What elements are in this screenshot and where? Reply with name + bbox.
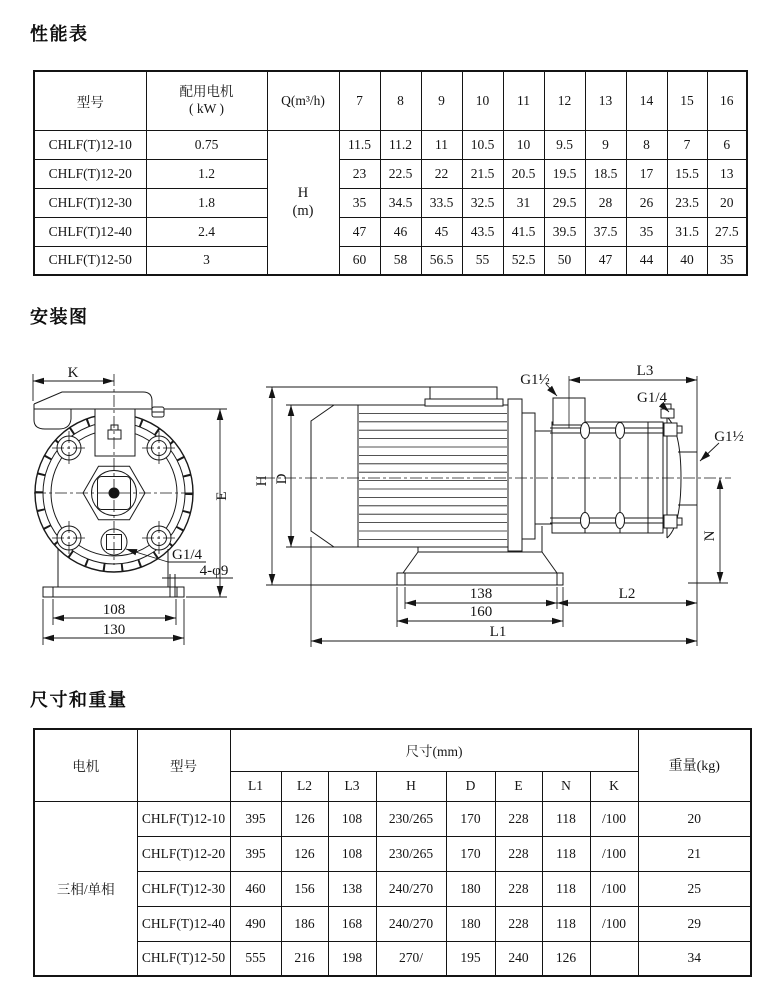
dim-k-label: K	[67, 365, 79, 381]
dim-value: 126	[281, 836, 328, 871]
dim-value: 240/270	[376, 906, 446, 941]
performance-row	[34, 246, 747, 275]
dim-value: 240	[495, 941, 542, 976]
dim-value: 240/270	[376, 871, 446, 906]
dim-value: 230/265	[376, 836, 446, 871]
col-header-size: 尺寸(mm)	[230, 729, 638, 771]
drain-thread-label: G1/4	[172, 547, 202, 563]
dim-value	[590, 941, 638, 976]
head-unit-line1: H	[297, 185, 309, 202]
head-value: 35	[707, 246, 747, 275]
dim-value: 195	[446, 941, 495, 976]
performance-table	[33, 70, 748, 276]
model-cell: CHLF(T)12-10	[137, 801, 230, 836]
size-col-header: L3	[328, 771, 376, 801]
performance-row	[34, 188, 747, 217]
head-value: 31.5	[667, 217, 707, 246]
weight-value: 34	[638, 941, 751, 976]
dim-e-label: E	[214, 491, 230, 501]
head-value: 29.5	[544, 188, 585, 217]
head-value: 47	[585, 246, 626, 275]
dim-value: 126	[542, 941, 590, 976]
dim-value: /100	[590, 801, 638, 836]
head-value: 55	[462, 246, 503, 275]
head-value: 10	[503, 130, 544, 159]
dimension-row	[34, 941, 751, 976]
flow-header: 10	[462, 71, 503, 130]
dim-d-label: D	[274, 473, 290, 485]
head-value: 50	[544, 246, 585, 275]
dim-value: /100	[590, 906, 638, 941]
dim-value: 395	[230, 801, 281, 836]
dim-value: 118	[542, 906, 590, 941]
dim-l2-label: L2	[618, 586, 636, 602]
dim-value: 108	[328, 801, 376, 836]
installation-drawing	[0, 352, 780, 652]
dim-value: /100	[590, 871, 638, 906]
col-header-flow: Q(m³/h)	[267, 71, 339, 130]
head-value: 27.5	[707, 217, 747, 246]
motor-type-cell: 三相/单相	[34, 801, 137, 976]
dim-value: 228	[495, 801, 542, 836]
flow-header: 16	[707, 71, 747, 130]
size-col-header: H	[376, 771, 446, 801]
dim-value: 168	[328, 906, 376, 941]
flow-header: 8	[380, 71, 421, 130]
head-value: 19.5	[544, 159, 585, 188]
dim-value: 126	[281, 801, 328, 836]
suction-thread-label: G1½	[520, 372, 550, 388]
dim-value: 180	[446, 906, 495, 941]
performance-row	[34, 217, 747, 246]
head-value: 11.5	[339, 130, 380, 159]
head-value: 39.5	[544, 217, 585, 246]
dim-130-label: 130	[102, 622, 126, 638]
dim-value: 180	[446, 871, 495, 906]
head-value: 23	[339, 159, 380, 188]
power-cell: 3	[146, 246, 267, 275]
power-cell: 0.75	[146, 130, 267, 159]
head-value: 52.5	[503, 246, 544, 275]
head-value: 47	[339, 217, 380, 246]
dim-108-label: 108	[102, 602, 126, 618]
performance-row	[34, 159, 747, 188]
head-value: 31	[503, 188, 544, 217]
dim-value: 198	[328, 941, 376, 976]
power-cell: 2.4	[146, 217, 267, 246]
performance-header-row	[34, 71, 747, 130]
head-value: 18.5	[585, 159, 626, 188]
weight-value: 25	[638, 871, 751, 906]
dim-value: 118	[542, 871, 590, 906]
model-cell: CHLF(T)12-50	[34, 246, 146, 275]
installation-section-title: 安装图	[30, 307, 89, 327]
head-value: 41.5	[503, 217, 544, 246]
flow-header: 15	[667, 71, 707, 130]
dimension-header-row1	[34, 729, 751, 771]
head-value: 11	[421, 130, 462, 159]
head-value: 34.5	[380, 188, 421, 217]
head-value: 37.5	[585, 217, 626, 246]
model-cell: CHLF(T)12-30	[137, 871, 230, 906]
head-value: 60	[339, 246, 380, 275]
col-header-weight: 重量(kg)	[638, 729, 751, 801]
dim-value: 170	[446, 836, 495, 871]
dim-value: 118	[542, 836, 590, 871]
col-header-motor	[146, 71, 267, 130]
flow-header: 14	[626, 71, 667, 130]
weight-value: 21	[638, 836, 751, 871]
dim-value: 170	[446, 801, 495, 836]
head-value: 22.5	[380, 159, 421, 188]
head-value: 17	[626, 159, 667, 188]
size-col-header: D	[446, 771, 495, 801]
dim-value: 156	[281, 871, 328, 906]
head-value: 9.5	[544, 130, 585, 159]
discharge-thread-label: G1½	[714, 429, 744, 445]
dim-value: 228	[495, 871, 542, 906]
head-value: 43.5	[462, 217, 503, 246]
head-value: 32.5	[462, 188, 503, 217]
head-value: 10.5	[462, 130, 503, 159]
side-view-drawing	[263, 376, 731, 647]
dim-l1-label: L1	[489, 624, 507, 640]
dim-160-label: 160	[469, 604, 493, 620]
weight-value: 29	[638, 906, 751, 941]
dim-value: 230/265	[376, 801, 446, 836]
head-value: 11.2	[380, 130, 421, 159]
head-value: 33.5	[421, 188, 462, 217]
head-value: 40	[667, 246, 707, 275]
dim-h-label: H	[254, 475, 270, 487]
dim-value: 460	[230, 871, 281, 906]
col-header-motor-line1: 配用电机	[179, 83, 234, 99]
model-cell: CHLF(T)12-20	[34, 159, 146, 188]
power-cell: 1.2	[146, 159, 267, 188]
col-header-model: 型号	[137, 729, 230, 801]
dim-value: /100	[590, 836, 638, 871]
head-value: 58	[380, 246, 421, 275]
head-value: 35	[626, 217, 667, 246]
plug-thread-label: G1/4	[637, 390, 667, 406]
head-unit-cell	[267, 130, 339, 275]
head-value: 7	[667, 130, 707, 159]
head-value: 56.5	[421, 246, 462, 275]
head-value: 13	[707, 159, 747, 188]
performance-row	[34, 130, 747, 159]
col-header-motor-type: 电机	[34, 729, 137, 801]
head-value: 26	[626, 188, 667, 217]
dimensions-section-title: 尺寸和重量	[30, 690, 128, 710]
head-value: 23.5	[667, 188, 707, 217]
performance-section-title: 性能表	[30, 24, 89, 44]
size-col-header: L1	[230, 771, 281, 801]
power-cell: 1.8	[146, 188, 267, 217]
dim-value: 118	[542, 801, 590, 836]
dim-l3-label: L3	[636, 363, 654, 379]
col-header-model: 型号	[34, 71, 146, 130]
mount-holes-label: 4-φ9	[199, 563, 229, 579]
head-value: 22	[421, 159, 462, 188]
head-value: 46	[380, 217, 421, 246]
dimension-row	[34, 836, 751, 871]
dim-n-label: N	[702, 530, 718, 542]
dimension-row	[34, 801, 751, 836]
head-value: 28	[585, 188, 626, 217]
head-value: 8	[626, 130, 667, 159]
head-unit-line2: (m)	[292, 203, 314, 220]
head-value: 45	[421, 217, 462, 246]
head-value: 9	[585, 130, 626, 159]
flow-header: 11	[503, 71, 544, 130]
dim-value: 555	[230, 941, 281, 976]
front-view-drawing	[33, 374, 233, 645]
head-value: 6	[707, 130, 747, 159]
dim-value: 216	[281, 941, 328, 976]
dim-value: 395	[230, 836, 281, 871]
head-value: 15.5	[667, 159, 707, 188]
head-value: 44	[626, 246, 667, 275]
model-cell: CHLF(T)12-20	[137, 836, 230, 871]
dim-value: 490	[230, 906, 281, 941]
dim-value: 228	[495, 906, 542, 941]
size-col-header: E	[495, 771, 542, 801]
size-col-header: K	[590, 771, 638, 801]
flow-header: 7	[339, 71, 380, 130]
col-header-motor-line2: ( kW )	[189, 100, 224, 116]
flow-header: 13	[585, 71, 626, 130]
flow-header: 9	[421, 71, 462, 130]
size-col-header: N	[542, 771, 590, 801]
model-cell: CHLF(T)12-40	[34, 217, 146, 246]
weight-value: 20	[638, 801, 751, 836]
dim-138-label: 138	[469, 586, 493, 602]
head-value: 20	[707, 188, 747, 217]
dimension-row	[34, 906, 751, 941]
head-value: 20.5	[503, 159, 544, 188]
head-value: 21.5	[462, 159, 503, 188]
dimension-table	[33, 728, 752, 977]
model-cell: CHLF(T)12-10	[34, 130, 146, 159]
dim-value: 270/	[376, 941, 446, 976]
size-col-header: L2	[281, 771, 328, 801]
dim-value: 228	[495, 836, 542, 871]
model-cell: CHLF(T)12-50	[137, 941, 230, 976]
dim-value: 138	[328, 871, 376, 906]
dimension-row	[34, 871, 751, 906]
flow-header: 12	[544, 71, 585, 130]
model-cell: CHLF(T)12-40	[137, 906, 230, 941]
head-value: 35	[339, 188, 380, 217]
model-cell: CHLF(T)12-30	[34, 188, 146, 217]
dim-value: 108	[328, 836, 376, 871]
dim-value: 186	[281, 906, 328, 941]
